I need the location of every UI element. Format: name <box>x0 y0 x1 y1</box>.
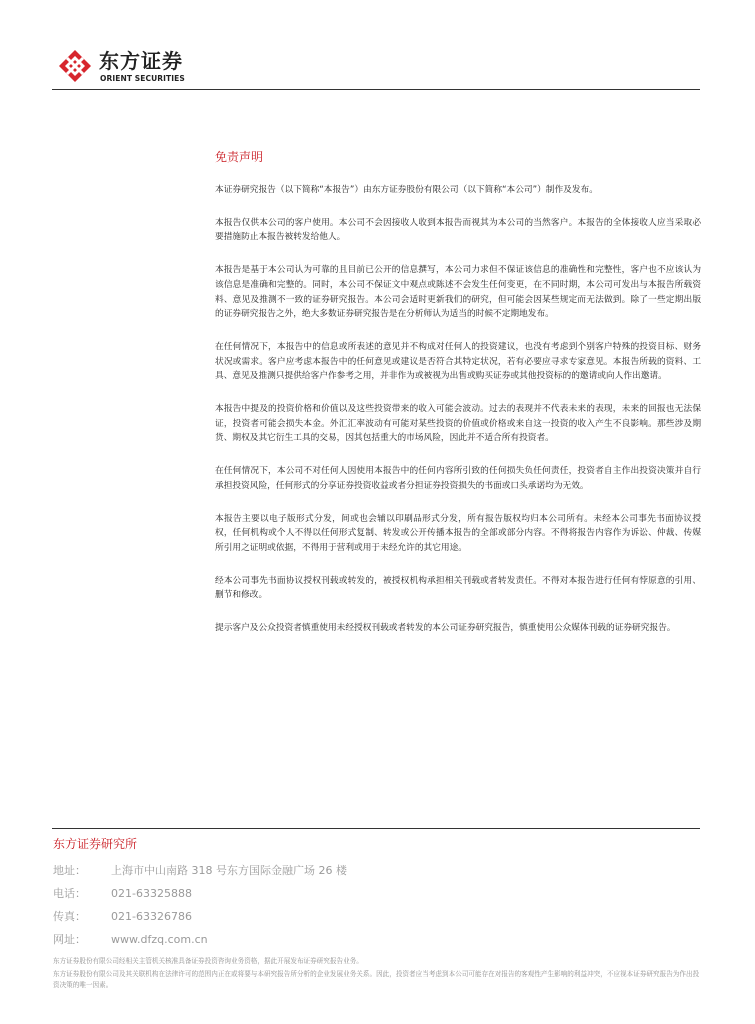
fine-print: 东方证券股份有限公司经相关主管机关核准具备证券投资咨询业务资格，据此开展发布证券研究报告业务。 <box>53 957 363 965</box>
logo-chinese-name: 东方证券 <box>99 49 183 73</box>
contact-label: 传真： <box>53 910 86 923</box>
disclaimer-title: 免责声明 <box>215 150 264 164</box>
contact-value: 021-63325888 <box>111 887 192 900</box>
fine-print: 东方证券股份有限公司及其关联机构在法律许可的范围内正在或将要与本研究报告所分析的企业发展业务关系。因此，投资者应当考虑到本公司可能存在对报告的客观性产生影响的利益冲突，不应视本证券研究报告为作出投资决策的唯一因素。 <box>53 970 700 989</box>
disclaimer-paragraph: 在任何情况下，本报告中的信息或所表述的意见并不构成对任何人的投资建议，也没有考虑到个别客户特殊的投资目标、财务状况或需求。客户应考虑本报告中的任何意见或建议是否符合其特定状况，若有必要应寻求专家意见。本报告所载的资料、工具、意见及推测只提供给客户作参考之用，并非作为或被视为出售或购买证券或其他投资标的的邀请或向人作出邀请。 <box>215 341 701 382</box>
disclaimer-paragraph: 在任何情况下，本公司不对任何人因使用本报告中的任何内容所引致的任何损失负任何责任，投资者自主作出投资决策并自行承担投资风险，任何形式的分享证券投资收益或者分担证券投资损失的书面或口头承诺均为无效。 <box>215 466 701 491</box>
orient-securities-logo-icon <box>58 49 92 83</box>
disclaimer-section <box>215 149 701 654</box>
disclaimer-paragraph: 本证券研究报告（以下简称“本报告”）由东方证券股份有限公司（以下简称“本公司”）制作及发布。 <box>215 185 598 195</box>
logo-english-name: ORIENT SECURITIES <box>100 74 185 83</box>
contact-phone <box>53 887 192 901</box>
contact-website <box>53 933 208 947</box>
disclaimer-paragraph: 本报告是基于本公司认为可靠的且目前已公开的信息撰写，本公司力求但不保证该信息的准确性和完整性，客户也不应该认为该信息是准确和完整的。同时，本公司不保证文中观点或陈述不会发生任何变更，在不同时期，本公司可发出与本报告所载资料、意见及推测不一致的证券研究报告。本公司会适时更新我们的研究，但可能会因某些规定而无法做到。除了一些定期出版的证券研究报告之外，绝大多数证券研究报告是在分析师认为适当的时候不定期地发布。 <box>215 265 701 320</box>
disclaimer-paragraph: 本报告主要以电子版形式分发，间或也会辅以印刷品形式分发，所有报告版权均归本公司所有。未经本公司事先书面协议授权，任何机构或个人不得以任何形式复制、转发或公开传播本报告的全部或部分内容。不得将报告内容作为诉讼、仲裁、传媒所引用之证明或依据，不得用于营利或用于未经允许的其它用途。 <box>215 513 701 553</box>
contact-label: 网址： <box>53 933 86 946</box>
institute-name: 东方证券研究所 <box>53 837 138 851</box>
disclaimer-paragraph: 提示客户及公众投资者慎重使用未经授权刊载或者转发的本公司证券研究报告，慎重使用公众媒体刊载的证券研究报告。 <box>215 623 676 634</box>
contact-value: 上海市中山南路 318 号东方国际金融广场 26 楼 <box>111 864 347 877</box>
disclaimer-paragraph: 本报告中提及的投资价格和价值以及这些投资带来的收入可能会波动。过去的表现并不代表未来的表现，未来的回报也无法保证，投资者可能会损失本金。外汇汇率波动有可能对某些投资的价值或价格或来自这一投资的收入产生不良影响。那些涉及期货、期权及其它衍生工具的交易，因其包括重大的市场风险，因此并不适合所有投资者。 <box>215 404 701 444</box>
contact-label: 地址： <box>53 864 86 877</box>
contact-value: www.dfzq.com.cn <box>111 933 208 946</box>
company-logo <box>58 47 193 87</box>
header-divider <box>52 89 700 90</box>
contact-value: 021-63326786 <box>111 910 192 923</box>
contact-label: 电话： <box>53 887 86 900</box>
contact-fax <box>53 910 192 924</box>
contact-address <box>53 864 347 878</box>
footer-divider <box>52 828 700 829</box>
disclaimer-paragraph: 本报告仅供本公司的客户使用。本公司不会因接收人收到本报告而视其为本公司的当然客户。本报告的全体接收人应当采取必要措施防止本报告被转发给他人。 <box>215 217 701 243</box>
disclaimer-paragraph: 经本公司事先书面协议授权刊载或转发的，被授权机构承担相关刊载或者转发责任。不得对本报告进行任何有悖原意的引用、删节和修改。 <box>215 575 701 601</box>
